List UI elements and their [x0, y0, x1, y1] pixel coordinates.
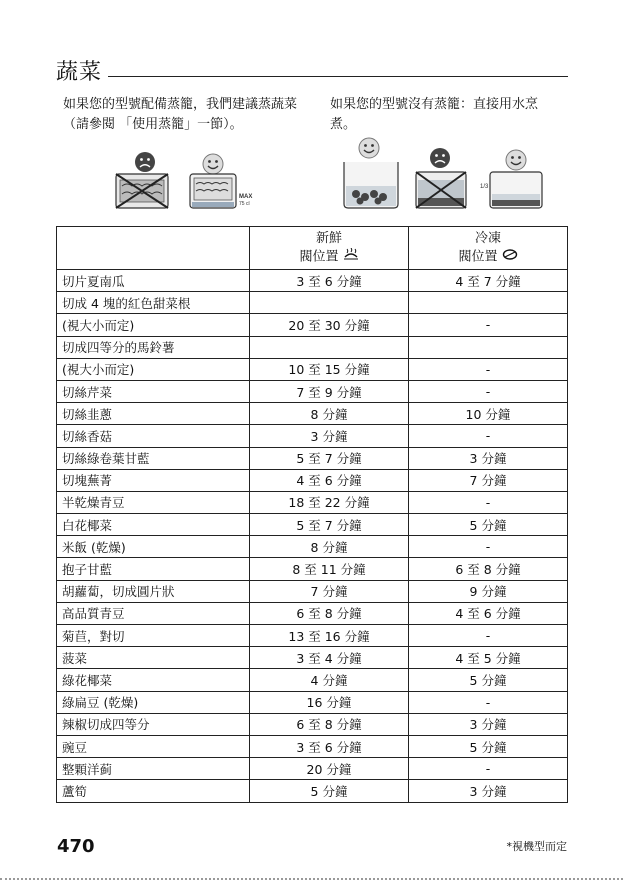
frozen-time-cell [409, 292, 568, 314]
frozen-time-cell: - [409, 425, 568, 447]
vegetable-name-cell: 切絲香菇 [57, 425, 250, 447]
sad-face-icon [135, 152, 155, 172]
fresh-time-cell [250, 336, 409, 358]
sad-face-icon [430, 148, 450, 168]
frozen-time-cell: 5 分鐘 [409, 514, 568, 536]
frozen-time-cell: 9 分鐘 [409, 580, 568, 602]
water-cooking-illustration [340, 136, 555, 214]
frozen-time-cell: 4 至 5 分鐘 [409, 647, 568, 669]
vegetable-name-cell: 整顆洋蓟 [57, 758, 250, 780]
table-row [57, 292, 568, 314]
page-number: 470 [57, 836, 95, 857]
fresh-time-cell: 8 分鐘 [250, 536, 409, 558]
fresh-time-cell: 16 分鐘 [250, 691, 409, 713]
table-row [57, 647, 568, 669]
bottom-border [0, 878, 623, 880]
frozen-time-cell: 5 分鐘 [409, 735, 568, 757]
table-row [57, 469, 568, 491]
fresh-time-cell: 4 分鐘 [250, 669, 409, 691]
table-row [57, 491, 568, 513]
fresh-time-cell: 3 至 4 分鐘 [250, 647, 409, 669]
table-row [57, 447, 568, 469]
title-rule [108, 76, 568, 77]
frozen-time-cell [409, 336, 568, 358]
frozen-time-cell: 3 分鐘 [409, 780, 568, 802]
vegetable-name-cell: 豌豆 [57, 735, 250, 757]
table-row [57, 425, 568, 447]
intro-left-text: 如果您的型號配備蒸籠，我們建議蒸蔬菜 （請參閱 「使用蒸籠」一節）。 [63, 97, 298, 132]
fresh-time-cell: 7 分鐘 [250, 580, 409, 602]
frozen-time-cell: - [409, 758, 568, 780]
steam-valve-icon [343, 248, 359, 266]
fresh-time-cell: 3 至 6 分鐘 [250, 735, 409, 757]
table-row [57, 336, 568, 358]
overfilled-water-pot [416, 172, 466, 208]
header-frozen [409, 227, 568, 270]
fresh-time-cell: 5 至 7 分鐘 [250, 514, 409, 536]
frozen-time-cell: 4 至 6 分鐘 [409, 602, 568, 624]
fresh-time-cell: 20 分鐘 [250, 758, 409, 780]
header-frozen-valve-label: 閥位置 [458, 249, 498, 265]
frozen-time-cell: - [409, 358, 568, 380]
fresh-time-cell: 7 至 9 分鐘 [250, 380, 409, 402]
vegetable-name-cell: (視大小而定) [57, 314, 250, 336]
vegetable-name-cell: 胡蘿蔔，切成圓片狀 [57, 580, 250, 602]
frozen-time-cell: 4 至 7 分鐘 [409, 270, 568, 292]
frozen-time-cell: - [409, 314, 568, 336]
frozen-time-cell: 5 分鐘 [409, 669, 568, 691]
table-row [57, 536, 568, 558]
pot-with-water [344, 162, 398, 208]
vegetable-name-cell: 切絲綠卷葉甘藍 [57, 447, 250, 469]
frozen-time-cell: - [409, 536, 568, 558]
vegetable-name-cell: 切塊蕪菁 [57, 469, 250, 491]
max-volume-label: 75 cl [239, 201, 250, 207]
vegetable-name-cell: 菊苣，對切 [57, 625, 250, 647]
fresh-time-cell: 8 分鐘 [250, 403, 409, 425]
one-third-label: 1/3 [480, 184, 489, 190]
happy-face-icon [203, 154, 223, 174]
frozen-time-cell: 6 至 8 分鐘 [409, 558, 568, 580]
header-fresh [250, 227, 409, 270]
vegetable-name-cell: 切成四等分的馬鈴薯 [57, 336, 250, 358]
header-fresh-label: 新鮮 [315, 230, 342, 246]
fresh-time-cell: 13 至 16 分鐘 [250, 625, 409, 647]
frozen-valve-icon [502, 248, 518, 266]
vegetable-name-cell: 切成 4 塊的紅色甜菜根 [57, 292, 250, 314]
frozen-time-cell: - [409, 625, 568, 647]
table-row [57, 602, 568, 624]
table-row [57, 780, 568, 802]
vegetable-name-cell: 抱子甘藍 [57, 558, 250, 580]
vegetable-name-cell: 高品質青豆 [57, 602, 250, 624]
fresh-time-cell: 3 分鐘 [250, 425, 409, 447]
table-row [57, 669, 568, 691]
header-fresh-valve-label: 閥位置 [299, 249, 339, 265]
vegetable-name-cell: 辣椒切成四等分 [57, 713, 250, 735]
vegetable-name-cell: 切絲芹菜 [57, 380, 250, 402]
fresh-time-cell: 10 至 15 分鐘 [250, 358, 409, 380]
vegetable-name-cell: 菠菜 [57, 647, 250, 669]
fresh-time-cell: 8 至 11 分鐘 [250, 558, 409, 580]
table-row [57, 735, 568, 757]
fresh-time-cell: 5 分鐘 [250, 780, 409, 802]
table-row [57, 403, 568, 425]
table-row [57, 270, 568, 292]
table-row [57, 380, 568, 402]
table-row [57, 358, 568, 380]
vegetable-name-cell: 蘆筍 [57, 780, 250, 802]
frozen-time-cell: 7 分鐘 [409, 469, 568, 491]
table-row [57, 758, 568, 780]
fresh-time-cell: 3 至 6 分鐘 [250, 270, 409, 292]
table-row [57, 713, 568, 735]
table-row [57, 625, 568, 647]
vegetable-name-cell: 切絲韭蔥 [57, 403, 250, 425]
footnote: *視機型而定 [506, 840, 567, 853]
fresh-time-cell: 18 至 22 分鐘 [250, 491, 409, 513]
vegetable-name-cell: 切片夏南瓜 [57, 270, 250, 292]
frozen-time-cell: 3 分鐘 [409, 713, 568, 735]
frozen-time-cell: - [409, 491, 568, 513]
frozen-time-cell: - [409, 691, 568, 713]
header-blank [57, 227, 250, 270]
fresh-time-cell: 6 至 8 分鐘 [250, 713, 409, 735]
frozen-time-cell: - [409, 380, 568, 402]
table-row [57, 558, 568, 580]
steam-basket-illustration [108, 150, 268, 212]
vegetable-name-cell: (視大小而定) [57, 358, 250, 380]
section-title: 蔬菜 [56, 60, 103, 85]
happy-face-icon [359, 138, 379, 158]
overfilled-basket-pot [116, 174, 168, 208]
table-row [57, 514, 568, 536]
fresh-time-cell: 20 至 30 分鐘 [250, 314, 409, 336]
correct-basket-pot [190, 174, 236, 208]
vegetable-name-cell: 半乾燥青豆 [57, 491, 250, 513]
intro-right-text: 如果您的型號沒有蒸籠：直接用水烹煮。 [330, 97, 539, 132]
header-frozen-label: 冷凍 [474, 230, 501, 246]
fresh-time-cell: 4 至 6 分鐘 [250, 469, 409, 491]
vegetable-name-cell: 白花椰菜 [57, 514, 250, 536]
frozen-time-cell: 10 分鐘 [409, 403, 568, 425]
vegetable-cooking-table [56, 226, 568, 803]
fresh-time-cell: 6 至 8 分鐘 [250, 602, 409, 624]
correct-water-pot [490, 172, 542, 208]
fresh-time-cell: 5 至 7 分鐘 [250, 447, 409, 469]
max-label: MAX [239, 194, 253, 200]
frozen-time-cell: 3 分鐘 [409, 447, 568, 469]
table-row [57, 580, 568, 602]
table-body [57, 270, 568, 803]
vegetable-name-cell: 綠花椰菜 [57, 669, 250, 691]
table-row [57, 691, 568, 713]
fresh-time-cell [250, 292, 409, 314]
vegetable-name-cell: 綠扁豆 (乾燥) [57, 691, 250, 713]
vegetable-name-cell: 米飯 (乾燥) [57, 536, 250, 558]
happy-face-icon [506, 150, 526, 170]
table-row [57, 314, 568, 336]
